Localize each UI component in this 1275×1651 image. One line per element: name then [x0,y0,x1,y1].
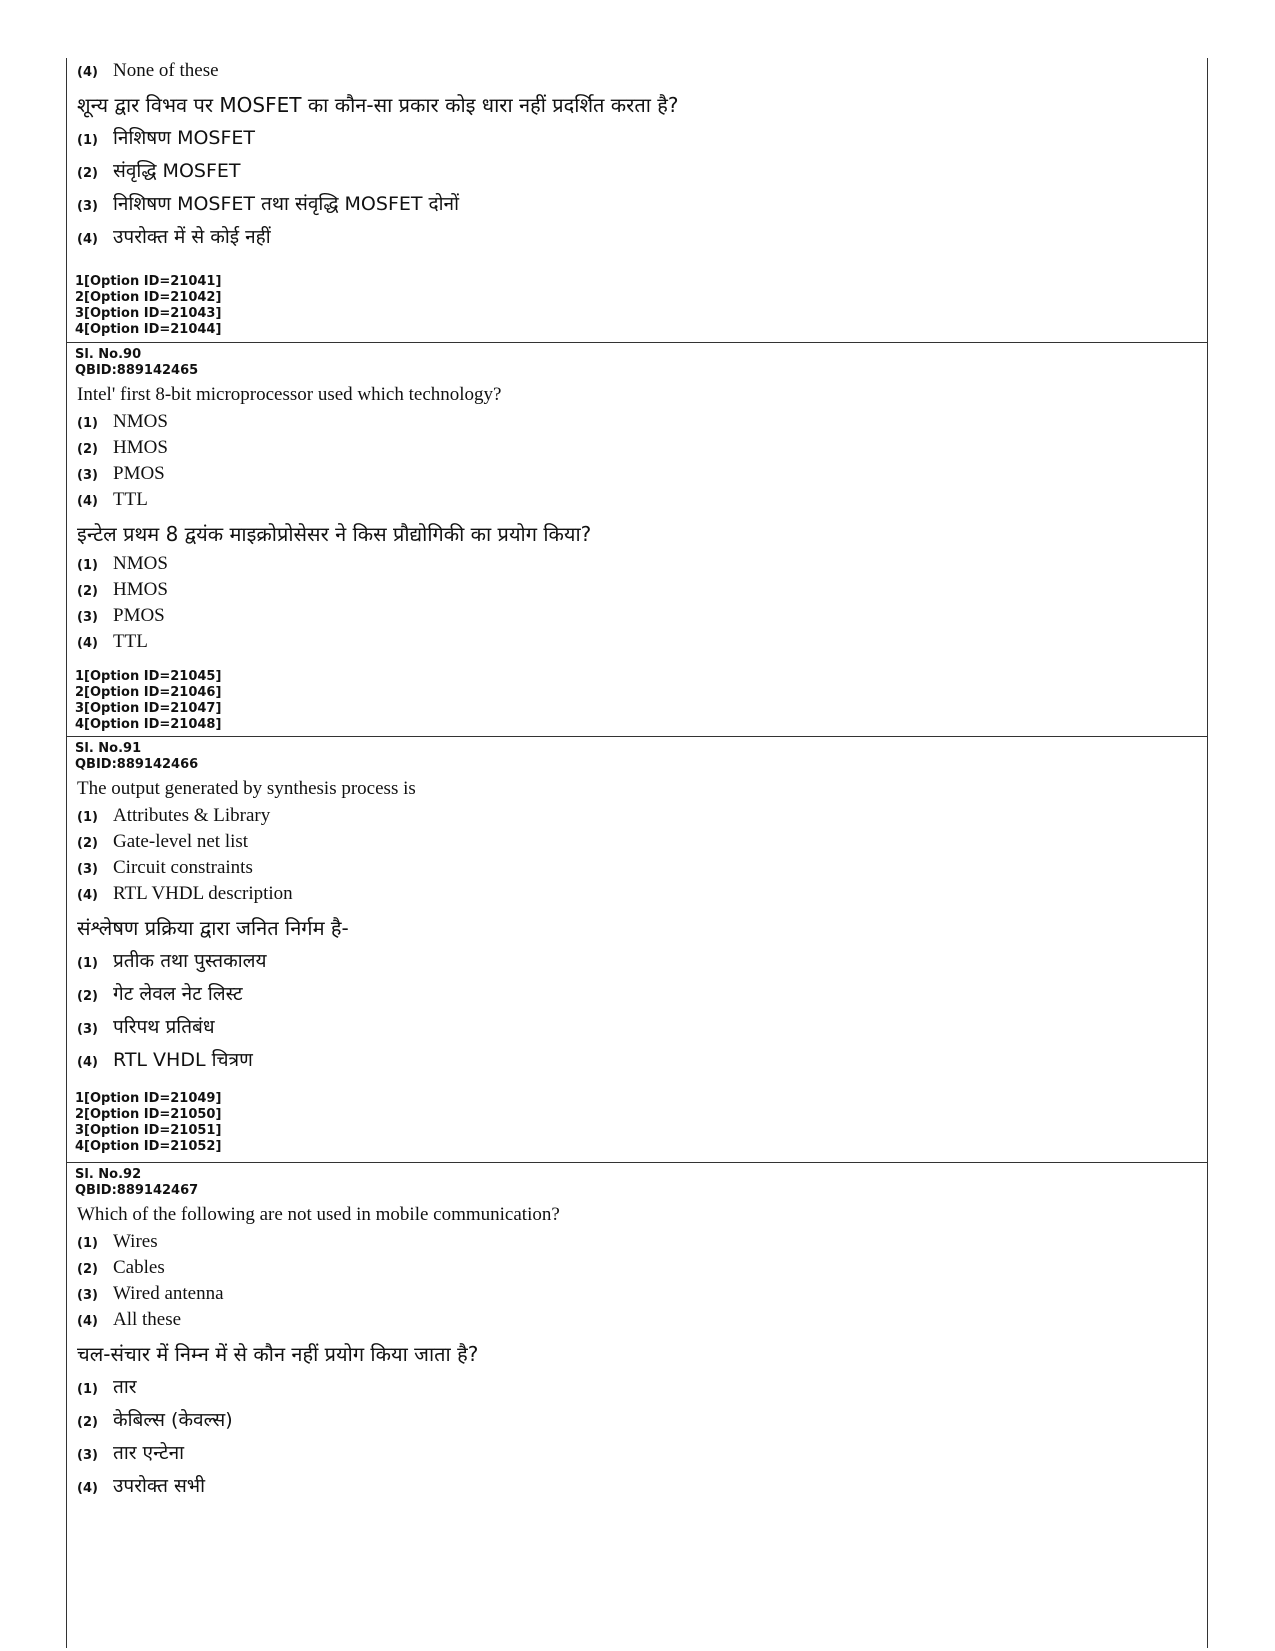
option-en-3 [77,857,1199,883]
option-number: (3) [77,610,98,625]
option-number: (2) [77,836,98,851]
option-number: (4) [77,232,98,247]
option-en-2 [77,831,1199,857]
question-text-hindi: इन्टेल प्रथम 8 द्वयंक माइक्रोप्रोसेसर ने किस प्रौद्योगिकी का प्रयोग किया? [77,522,592,546]
option-text: उपरोक्त सभी [113,1475,206,1497]
option-hi-2 [77,157,1199,190]
option-text: All these [113,1309,182,1330]
option-id: 3[Option ID=21043] [75,306,222,321]
option-text: संवृद्धि MOSFET [113,160,241,182]
question-text-hindi: संश्लेषण प्रक्रिया द्वारा जनित निर्गम है- [77,916,349,940]
option-hi-1 [77,1373,1199,1406]
option-en-2 [77,1257,1199,1283]
qbid: QBID:889142465 [75,363,199,378]
question-block-91 [67,737,1207,1163]
option-number: (4) [77,888,98,903]
serial-number: Sl. No.90 [75,347,142,362]
option-id-list [75,669,1199,733]
option-number: (1) [77,1236,98,1251]
option-id: 4[Option ID=21044] [75,322,222,337]
option-en-4 [77,58,1199,86]
option-number: (2) [77,166,98,181]
question-block-89 [67,58,1207,343]
qbid: QBID:889142466 [75,757,199,772]
option-number: (2) [77,1262,98,1277]
option-hi-3 [77,1013,1199,1046]
option-id: 3[Option ID=21051] [75,1123,222,1138]
option-text: उपरोक्त में से कोई नहीं [113,226,271,248]
option-text: RTL VHDL description [113,883,293,904]
option-number: (2) [77,989,98,1004]
option-hi-3 [77,1439,1199,1472]
option-en-4 [77,1309,1199,1335]
option-hi-3 [77,605,1199,631]
serial-number: Sl. No.91 [75,741,142,756]
option-en-3 [77,463,1199,489]
option-number: (1) [77,1382,98,1397]
serial-number: Sl. No.92 [75,1167,142,1182]
option-text: गेट लेवल नेट लिस्ट [113,983,243,1005]
option-text: Wires [113,1231,158,1252]
option-text: तार एन्टेना [113,1442,185,1464]
option-text: TTL [113,489,148,510]
option-hi-2 [77,1406,1199,1439]
option-hi-1 [77,553,1199,579]
option-en-4 [77,883,1199,909]
option-hi-4 [77,1472,1199,1505]
option-number: (3) [77,199,98,214]
option-number: (3) [77,468,98,483]
option-text: NMOS [113,553,168,574]
question-text-english: Intel' first 8-bit microprocessor used which technology? [77,384,502,405]
question-text-hindi: चल-संचार में निम्न में से कौन नहीं प्रयोग किया जाता है? [77,1342,479,1366]
option-number: (2) [77,1415,98,1430]
option-id: 1[Option ID=21045] [75,669,222,684]
question-text-hindi: शून्य द्वार विभव पर MOSFET का कौन-सा प्रकार कोइ धारा नहीं प्रदर्शित करता है? [77,93,679,117]
option-hi-2 [77,579,1199,605]
option-text: TTL [113,631,148,652]
option-id: 4[Option ID=21048] [75,717,222,732]
option-en-2 [77,437,1199,463]
option-id-list [75,274,1199,338]
option-text: निशिषण MOSFET [113,127,256,149]
option-number: (3) [77,1288,98,1303]
option-number: (1) [77,956,98,971]
question-block-90 [67,343,1207,737]
option-id: 2[Option ID=21042] [75,290,222,305]
option-text: HMOS [113,437,168,458]
option-text: Attributes & Library [113,805,271,826]
option-number: (4) [77,1481,98,1496]
option-number: (4) [77,1314,98,1329]
option-number: (2) [77,584,98,599]
option-text: Gate-level net list [113,831,249,852]
option-number: (3) [77,1448,98,1463]
option-number: (3) [77,1022,98,1037]
option-id: 3[Option ID=21047] [75,701,222,716]
option-number: (2) [77,442,98,457]
option-en-1 [77,411,1199,437]
option-hi-4 [77,1046,1199,1079]
option-hi-2 [77,980,1199,1013]
question-text-english: Which of the following are not used in mobile communication? [77,1204,560,1225]
option-id: 1[Option ID=21049] [75,1091,222,1106]
option-number: (4) [77,636,98,651]
option-number: (4) [77,494,98,509]
question-paper-page [66,58,1208,1648]
option-hi-1 [77,947,1199,980]
option-hi-4 [77,223,1199,256]
option-text: Circuit constraints [113,857,253,878]
option-en-4 [77,489,1199,515]
option-text: प्रतीक तथा पुस्तकालय [113,950,267,972]
option-text: Wired antenna [113,1283,224,1304]
option-text: NMOS [113,411,168,432]
option-hi-4 [77,631,1199,657]
option-number: (4) [77,1055,98,1070]
qbid: QBID:889142467 [75,1183,199,1198]
question-block-92 [67,1163,1207,1509]
option-text: RTL VHDL चित्रण [113,1049,253,1071]
option-id-list [75,1091,1199,1155]
option-hi-3 [77,190,1199,223]
option-text: तार [113,1376,137,1398]
option-number: (4) [77,65,98,80]
option-number: (3) [77,862,98,877]
question-text-english: The output generated by synthesis process is [77,778,416,799]
option-en-3 [77,1283,1199,1309]
option-en-1 [77,805,1199,831]
option-text: Cables [113,1257,165,1278]
option-id: 4[Option ID=21052] [75,1139,222,1154]
option-hi-1 [77,124,1199,157]
option-text: PMOS [113,463,165,484]
option-id: 1[Option ID=21041] [75,274,222,289]
option-number: (1) [77,558,98,573]
option-text: निशिषण MOSFET तथा संवृद्धि MOSFET दोनों [113,193,459,215]
option-id: 2[Option ID=21050] [75,1107,222,1122]
option-id: 2[Option ID=21046] [75,685,222,700]
option-number: (1) [77,416,98,431]
option-number: (1) [77,810,98,825]
option-text: परिपथ प्रतिबंध [113,1016,215,1038]
option-text: HMOS [113,579,168,600]
option-text: None of these [113,60,219,81]
option-en-1 [77,1231,1199,1257]
option-number: (1) [77,133,98,148]
option-text: केबिल्स (केवल्स) [113,1409,233,1431]
option-text: PMOS [113,605,165,626]
